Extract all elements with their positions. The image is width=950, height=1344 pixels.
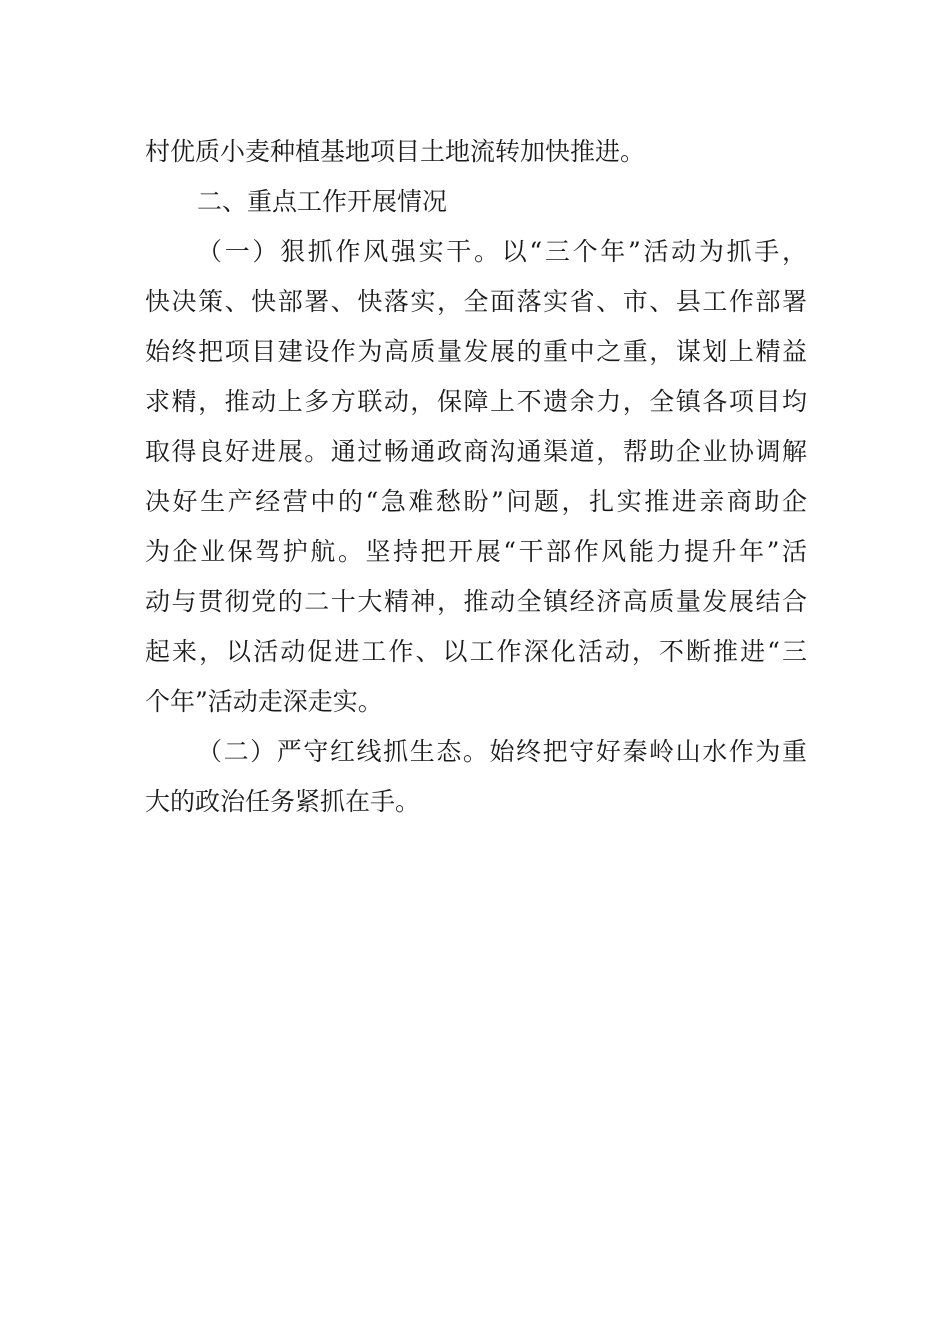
text-line: 决好生产经营中的“急难愁盼”问题，扎实推进亲商助企	[145, 487, 807, 516]
paragraph-heading-line: （二）严守红线抓生态。始终把守好秦岭山水作为重	[197, 737, 807, 766]
text-line: 大的政治任务紧抓在手。	[145, 787, 421, 816]
text-line: 求精，推动上多方联动，保障上不遗余力，全镇各项目均	[145, 387, 807, 416]
text-line: 起来，以活动促进工作、以工作深化活动，不断推进“三	[145, 637, 807, 666]
section-heading: 二、重点工作开展情况	[197, 187, 448, 216]
text-line: 始终把项目建设作为高质量发展的重中之重，谋划上精益	[145, 337, 807, 366]
text-line: 快决策、快部署、快落实，全面落实省、市、县工作部署	[145, 287, 807, 316]
text-line: 取得良好进展。通过畅通政商沟通渠道，帮助企业协调解	[145, 437, 807, 466]
text-line: 动与贯彻党的二十大精神，推动全镇经济高质量发展结合	[145, 587, 807, 616]
text-line: 为企业保驾护航。坚持把开展“干部作风能力提升年”活	[145, 537, 807, 566]
text-line: 个年”活动走深走实。	[145, 687, 383, 716]
paragraph-heading-line: （一）狠抓作风强实干。以“三个年”活动为抓手，	[197, 237, 807, 266]
text-line: 村优质小麦种植基地项目土地流转加快推进。	[145, 137, 646, 166]
